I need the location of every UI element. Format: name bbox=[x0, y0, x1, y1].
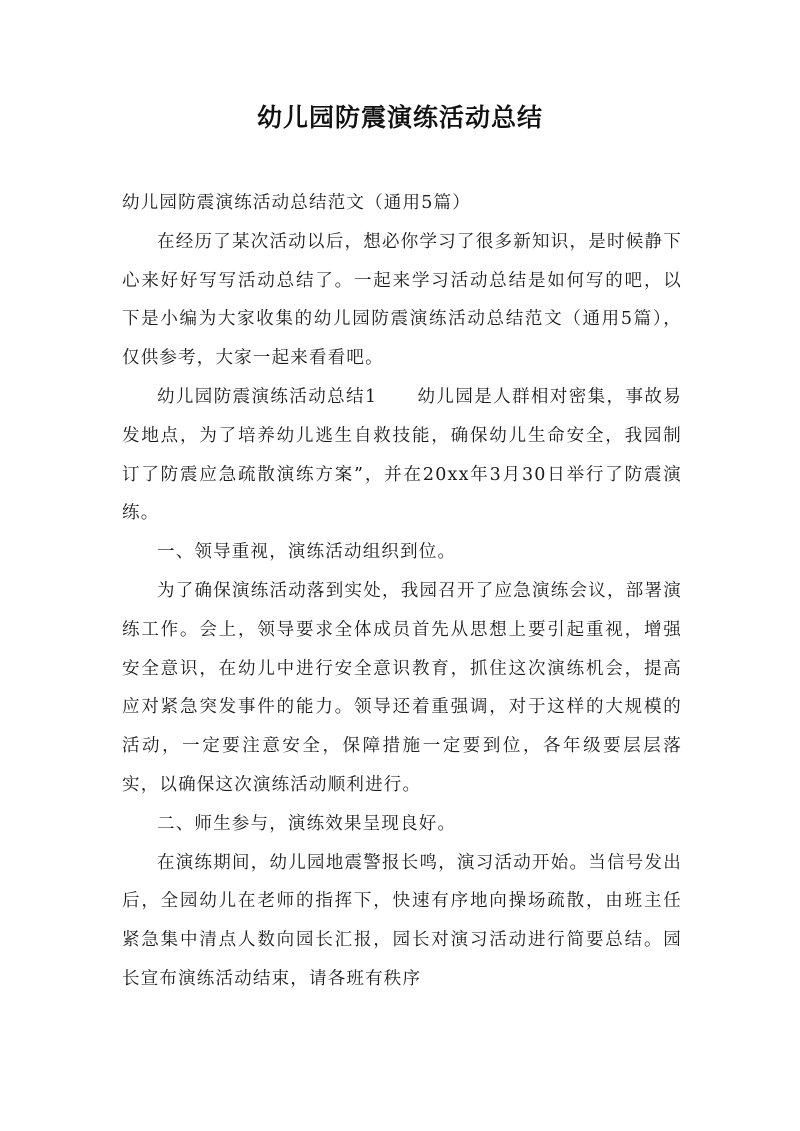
document-body bbox=[122, 184, 682, 999]
article-1-heading: 幼儿园防震演练活动总结1 bbox=[157, 386, 378, 407]
intro-paragraph: 在经历了某次活动以后，想必你学习了很多新知识，是时候静下心来好好写写活动总结了。一起来学习活动总结是如何写的吧，以下是小编为大家收集的幼儿园防震演练活动总结范文（通用5篇），仅供参考，大家一起来看看吧。 bbox=[122, 231, 682, 369]
section-2-paragraph: 在演练期间，幼儿园地震警报长鸣，演习活动开始。当信号发出后，全园幼儿在老师的指挥下，快速有序地向操场疏散，由班主任紧急集中清点人数向园长汇报，园长对演习活动进行简要总结。园长宣布演练活动结束，请各班有秩序 bbox=[122, 852, 682, 989]
section-2-heading: 二、师生参与，演练效果呈现良好。 bbox=[157, 813, 457, 834]
section-1-paragraph: 为了确保演练活动落到实处，我园召开了应急演练会议，部署演练工作。会上，领导要求全体成员首先从思想上要引起重视，增强安全意识，在幼儿中进行安全意识教育，抓住这次演练机会，提高应对紧急突发事件的能力。领导还着重强调，对于这样的大规模的活动，一定要注意安全，保障措施一定要到位，各年级要层层落实，以确保这次演练活动顺利进行。 bbox=[122, 580, 682, 795]
section-1-heading: 一、领导重视，演练活动组织到位。 bbox=[157, 542, 457, 563]
document-title: 幼儿园防震演练活动总结 bbox=[256, 103, 543, 132]
article-1-intro: 幼儿园是人群相对密集，事故易发地点，为了培养幼儿逃生自救技能，确保幼儿生命安全，我园制订了防震应急疏散演练方案”，并在20xx年3月30日举行了防震演练。 bbox=[122, 386, 682, 524]
document-subtitle: 幼儿园防震演练活动总结范文（通用5篇） bbox=[122, 193, 471, 213]
article-1-paragraph bbox=[122, 378, 682, 533]
